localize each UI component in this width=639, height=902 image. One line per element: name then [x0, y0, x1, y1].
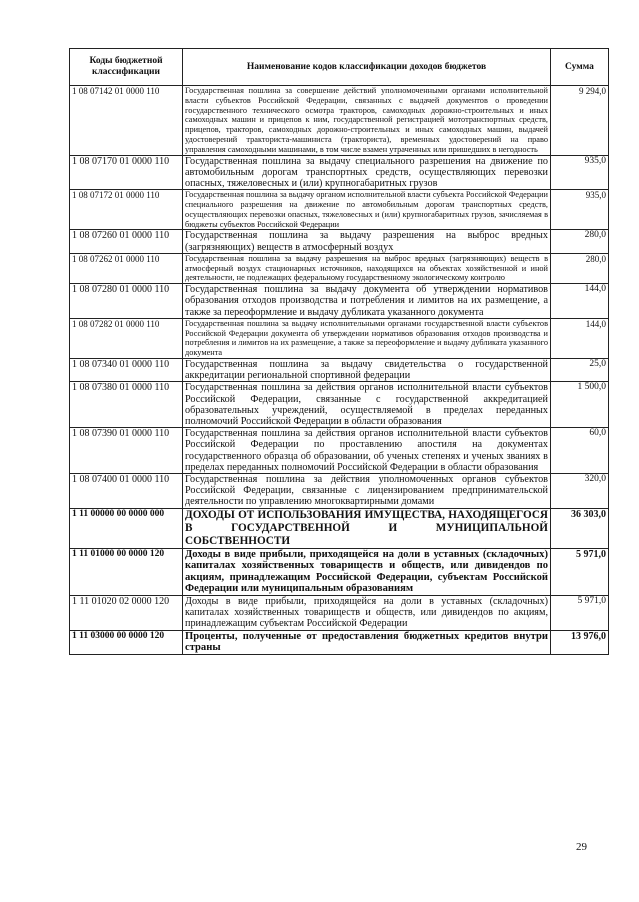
- table-row: [70, 358, 609, 381]
- row-code: 1 08 07280 01 0000 110: [70, 284, 183, 319]
- row-sum: 9 294,0: [551, 86, 609, 156]
- row-name: Государственная пошлина за выдачу разрешения на выброс вредных (загрязняющих) веществ в атмосферный воздух: [183, 230, 551, 253]
- row-name: ДОХОДЫ ОТ ИСПОЛЬЗОВАНИЯ ИМУЩЕСТВА, НАХОДЯЩЕГОСЯ В ГОСУДАРСТВЕННОЙ И МУНИЦИПАЛЬНОЙ СОБСТВЕННОСТИ: [183, 508, 551, 548]
- row-sum: 5 971,0: [551, 595, 609, 630]
- row-sum: 144,0: [551, 318, 609, 358]
- row-name: Государственная пошлина за совершение действий уполномоченными органами исполнительной власти субъектов Российской Федерации, связанных с выдачей документов о проведении государственного технического осмотра тракторов, самоходных дорожно-строительных и иных самоходных машин и прицепов к ним, государственной регистрацией мототранспортных средств, прицепов, тракторов, самоходных дорожно-строительных и иных самоходных машин, выдачей удостоверений тракториста-машиниста (тракториста), временных удостоверений на право управления самоходными машинами, в том числе взамен утраченных или пришедших в негодность: [183, 86, 551, 156]
- row-name: Государственная пошлина за действия уполномоченных органов субъектов Российской Федерации, связанные с лицензированием предпринимательской деятельности по управлению многоквартирными домами: [183, 474, 551, 509]
- row-name: Государственная пошлина за выдачу специального разрешения на движение по автомобильным дорогам транспортных средств, осуществляющих перевозки опасных, тяжеловесных и (или) крупногабаритных грузов: [183, 155, 551, 190]
- row-name: Доходы в виде прибыли, приходящейся на доли в уставных (складочных) капиталах хозяйственных товариществ и обществ, или дивидендов по акциям, принадлежащим Российской Федерации, субъектам Российской Федерации или муниципальным образованиям: [183, 548, 551, 595]
- table-row: [70, 190, 609, 230]
- table-row: [70, 155, 609, 190]
- row-sum: 935,0: [551, 190, 609, 230]
- row-sum: 60,0: [551, 428, 609, 474]
- budget-revenue-table: [69, 48, 609, 655]
- row-name: Государственная пошлина за выдачу органом исполнительной власти субъекта Российской Федерации специального разрешения на движение по автомобильным дорогам транспортных средств, осуществляющих перевозки опасных, тяжеловесных и (или) крупногабаритных грузов, зачисляемая в бюджеты субъектов Российской Федерации: [183, 190, 551, 230]
- row-sum: 280,0: [551, 230, 609, 253]
- header-code: Коды бюджетной классификации: [70, 49, 183, 86]
- row-sum: 1 500,0: [551, 382, 609, 428]
- row-sum: 935,0: [551, 155, 609, 190]
- row-code: 1 08 07282 01 0000 110: [70, 318, 183, 358]
- row-code: 1 11 00000 00 0000 000: [70, 508, 183, 548]
- row-name: Государственная пошлина за выдачу документа об утверждении нормативов образования отходов производства и потребления и лимитов на их размещение, а также за переоформление и выдачу дубликата указанного документа: [183, 284, 551, 319]
- row-sum: 280,0: [551, 253, 609, 283]
- header-sum: Сумма: [551, 49, 609, 86]
- row-name: Государственная пошлина за выдачу свидетельства о государственной аккредитации региональной спортивной федерации: [183, 358, 551, 381]
- table-row: [70, 253, 609, 283]
- row-code: 1 08 07142 01 0000 110: [70, 86, 183, 156]
- row-name: Проценты, полученные от предоставления бюджетных кредитов внутри страны: [183, 630, 551, 654]
- row-code: 1 11 01000 00 0000 120: [70, 548, 183, 595]
- table-row: [70, 474, 609, 509]
- table-row: [70, 508, 609, 548]
- row-name: Государственная пошлина за выдачу разрешения на выброс вредных (загрязняющих) веществ в атмосферный воздух стационарных источников, находящихся на объектах хозяйственной и иной деятельности, не подлежащих федеральному государственному экологическому контролю: [183, 253, 551, 283]
- table-header-row: [70, 49, 609, 86]
- row-name: Государственная пошлина за выдачу исполнительными органами государственной власти субъектов Российской Федерации документа об утверждении нормативов образования отходов производства и потребления и лимитов на их размещение, а также за переоформление и выдачу дубликата указанного документа: [183, 318, 551, 358]
- table-row: [70, 318, 609, 358]
- table-row: [70, 284, 609, 319]
- row-code: 1 08 07262 01 0000 110: [70, 253, 183, 283]
- row-code: 1 08 07170 01 0000 110: [70, 155, 183, 190]
- table-row: [70, 230, 609, 253]
- row-name: Государственная пошлина за действия органов исполнительной власти субъектов Российской Федерации, связанные с государственной аккредитацией образовательных учреждений, осуществляемой в пределах переданных полномочий Российской Федерации в области образования: [183, 382, 551, 428]
- table-row: [70, 548, 609, 595]
- table-row: [70, 382, 609, 428]
- row-sum: 25,0: [551, 358, 609, 381]
- table-row: [70, 595, 609, 630]
- header-name: Наименование кодов классификации доходов бюджетов: [183, 49, 551, 86]
- row-code: 1 08 07340 01 0000 110: [70, 358, 183, 381]
- row-code: 1 08 07260 01 0000 110: [70, 230, 183, 253]
- row-name: Доходы в виде прибыли, приходящейся на доли в уставных (складочных) капиталах хозяйственных товариществ и обществ, или дивидендов по акциям, принадлежащим субъектам Российской Федерации: [183, 595, 551, 630]
- row-sum: 13 976,0: [551, 630, 609, 654]
- row-name: Государственная пошлина за действия органов исполнительной власти субъектов Российской Федерации по проставлению апостиля на документах государственного образца об образовании, об ученых степенях и ученых званиях в пределах переданных полномочий Российской Федерации в области образования: [183, 428, 551, 474]
- page-number: 29: [576, 841, 587, 853]
- row-code: 1 08 07400 01 0000 110: [70, 474, 183, 509]
- row-sum: 5 971,0: [551, 548, 609, 595]
- row-code: 1 11 03000 00 0000 120: [70, 630, 183, 654]
- row-sum: 320,0: [551, 474, 609, 509]
- row-code: 1 08 07390 01 0000 110: [70, 428, 183, 474]
- table-row: [70, 86, 609, 156]
- row-code: 1 11 01020 02 0000 120: [70, 595, 183, 630]
- table-row: [70, 428, 609, 474]
- row-sum: 36 303,0: [551, 508, 609, 548]
- row-code: 1 08 07172 01 0000 110: [70, 190, 183, 230]
- table-row: [70, 630, 609, 654]
- row-sum: 144,0: [551, 284, 609, 319]
- row-code: 1 08 07380 01 0000 110: [70, 382, 183, 428]
